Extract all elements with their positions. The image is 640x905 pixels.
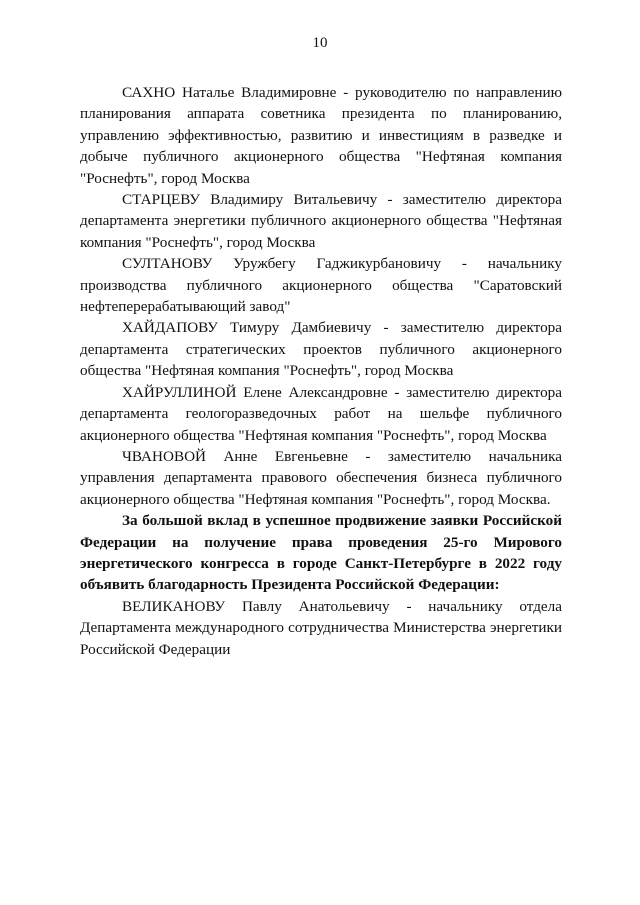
award-paragraph-sultanov: СУЛТАНОВУ Уружбегу Гаджикурбановичу - начальнику производства публичного акционерного общества "Саратовский нефтеперерабатывающий завод" — [80, 255, 562, 316]
award-paragraph-startsev: СТАРЦЕВУ Владимиру Витальевичу - заместителю директора департамента энергетики публичного акционерного общества "Нефтяная компания "Роснефть", город Москва — [80, 191, 562, 251]
award-paragraph-sakhno: САХНО Наталье Владимировне - руководителю по направлению планирования аппарата советника президента по планированию, управлению эффективностью, развитию и инвестициям в разведке и добыче публичного акционерного общества "Нефтяная компания "Роснефть", город Москва — [80, 84, 562, 187]
document-body — [80, 82, 562, 660]
page-number: 10 — [312, 35, 328, 51]
decree-heading: За большой вклад в успешное продвижение заявки Российской Федерации на получение права проведения 25-го Мирового энергетического конгресса в городе Санкт-Петербурге в 2022 году объявить благодарность Президента Российской Федерации: — [80, 512, 562, 594]
award-paragraph-velikanov: ВЕЛИКАНОВУ Павлу Анатольевичу - начальнику отдела Департамента международного сотрудничества Министерства энергетики Российской Федерации — [80, 597, 562, 658]
award-paragraph-khayrullina: ХАЙРУЛЛИНОЙ Елене Александровне - заместителю директора департамента геологоразведочных работ на шельфе публичного акционерного общества "Нефтяная компания "Роснефть", город Москва — [80, 383, 562, 444]
award-paragraph-chvanova: ЧВАНОВОЙ Анне Евгеньевне - заместителю начальника управления департамента правового обеспечения бизнеса публичного акционерного общества "Нефтяная компания "Роснефть", город Москва. — [80, 447, 562, 508]
award-paragraph-khaydapov: ХАЙДАПОВУ Тимуру Дамбиевичу - заместителю директора департамента стратегических проектов публичного акционерного общества "Нефтяная компания "Роснефть", город Москва — [80, 319, 562, 380]
